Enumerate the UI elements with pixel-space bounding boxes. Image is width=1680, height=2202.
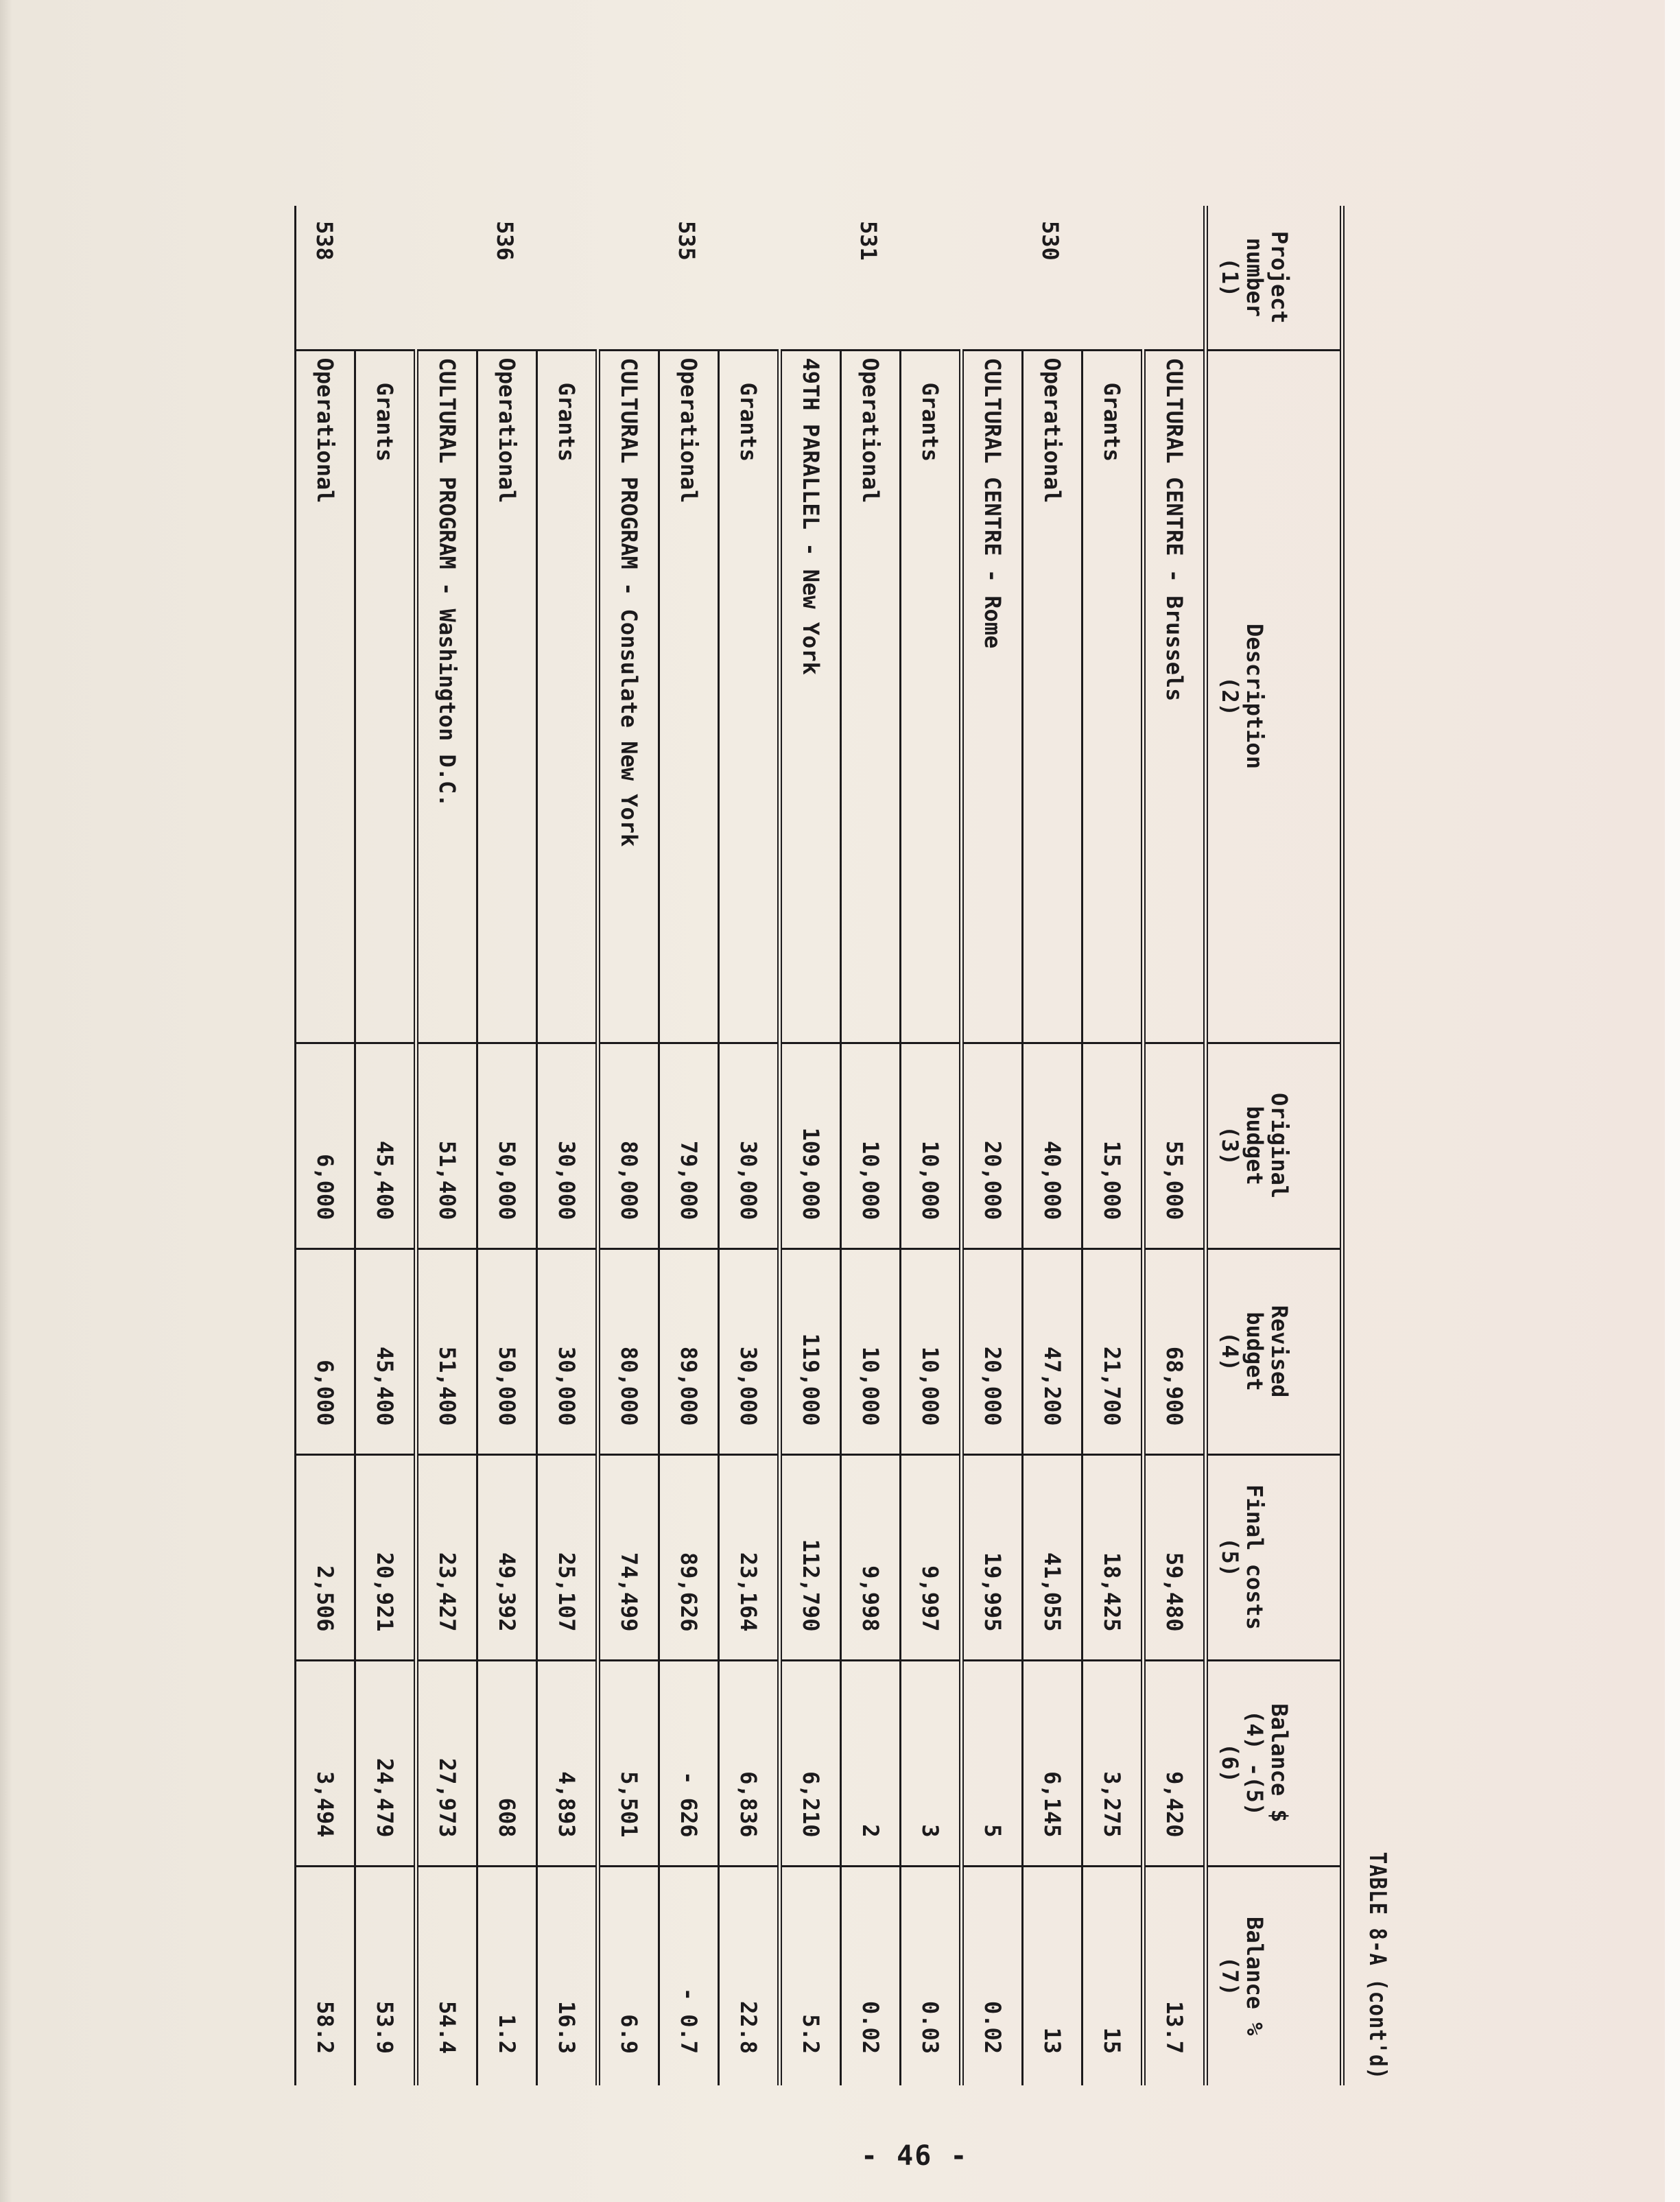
balance-percent-cell: 15 — [1082, 1866, 1144, 2085]
description-cell: Grants — [537, 350, 598, 1043]
balance-dollars-cell: 2 — [841, 1660, 901, 1866]
balance-percent-cell: 0.02 — [962, 1866, 1023, 2085]
table-row — [537, 206, 598, 2085]
final-costs-cell: 23,164 — [719, 1454, 780, 1660]
balance-dollars-cell: 9,420 — [1144, 1660, 1206, 1866]
description-cell: Operational — [477, 350, 537, 1043]
table-row — [841, 206, 901, 2085]
final-costs-cell: 9,998 — [841, 1454, 901, 1660]
final-costs-cell: 20,921 — [355, 1454, 416, 1660]
description-cell: Grants — [1082, 350, 1144, 1043]
revised-budget-cell: 45,400 — [355, 1248, 416, 1454]
final-costs-cell: 18,425 — [1082, 1454, 1144, 1660]
description-cell: CULTURAL PROGRAM - Washington D.C. — [416, 350, 477, 1043]
page-number: - 46 - — [861, 2140, 969, 2172]
revised-budget-cell: 47,200 — [1023, 1248, 1082, 1454]
original-budget-cell: 15,000 — [1082, 1043, 1144, 1248]
description-cell: Grants — [901, 350, 962, 1043]
revised-budget-cell: 119,000 — [780, 1248, 841, 1454]
original-budget-cell: 40,000 — [1023, 1043, 1082, 1248]
description-cell: CULTURAL PROGRAM - Consulate New York — [598, 350, 659, 1043]
balance-dollars-cell: 5 — [962, 1660, 1023, 1866]
description-cell: Grants — [719, 350, 780, 1043]
description-cell: Operational — [841, 350, 901, 1043]
original-budget-cell: 10,000 — [841, 1043, 901, 1248]
project-number: 531 — [855, 221, 882, 261]
balance-dollars-cell: 3,494 — [296, 1660, 355, 1866]
description-cell: Operational — [659, 350, 719, 1043]
table-row — [719, 206, 780, 2085]
budget-table — [294, 206, 1345, 2085]
balance-dollars-cell: 3 — [901, 1660, 962, 1866]
final-costs-cell: 49,392 — [477, 1454, 537, 1660]
description-cell: Operational — [1023, 350, 1082, 1043]
page-binding-shadow — [0, 0, 12, 2202]
table-row — [355, 206, 416, 2085]
original-budget-cell: 10,000 — [901, 1043, 962, 1248]
original-budget-cell: 20,000 — [962, 1043, 1023, 1248]
final-costs-cell: 89,626 — [659, 1454, 719, 1660]
table-title: TABLE 8-A (cont'd) — [1364, 1851, 1391, 2080]
table-row — [1023, 206, 1082, 2085]
table-row — [780, 206, 841, 2085]
project-number: 538 — [296, 206, 477, 350]
revised-budget-cell: 20,000 — [962, 1248, 1023, 1454]
final-costs-cell: 9,997 — [901, 1454, 962, 1660]
revised-budget-cell: 51,400 — [416, 1248, 477, 1454]
table-body — [296, 206, 1206, 2085]
final-costs-cell: 59,480 — [1144, 1454, 1206, 1660]
project-number: 536 — [492, 221, 519, 261]
header-project-number: Project number (1) — [1206, 206, 1342, 350]
revised-budget-cell: 50,000 — [477, 1248, 537, 1454]
balance-dollars-cell: 4,893 — [537, 1660, 598, 1866]
final-costs-cell: 112,790 — [780, 1454, 841, 1660]
balance-dollars-cell: 24,479 — [355, 1660, 416, 1866]
balance-dollars-cell: 3,275 — [1082, 1660, 1144, 1866]
final-costs-cell: 41,055 — [1023, 1454, 1082, 1660]
balance-percent-cell: 0.03 — [901, 1866, 962, 2085]
table-row — [659, 206, 719, 2085]
description-cell: 49TH PARALLEL - New York — [780, 350, 841, 1043]
original-budget-cell: 80,000 — [598, 1043, 659, 1248]
revised-budget-cell: 68,900 — [1144, 1248, 1206, 1454]
table-row — [477, 206, 537, 2085]
table-row — [416, 206, 477, 2085]
final-costs-cell: 23,427 — [416, 1454, 477, 1660]
header-final-costs: Final costs (5) — [1206, 1454, 1342, 1660]
original-budget-cell: 51,400 — [416, 1043, 477, 1248]
revised-budget-cell: 10,000 — [901, 1248, 962, 1454]
final-costs-cell: 2,506 — [296, 1454, 355, 1660]
balance-percent-cell: 53.9 — [355, 1866, 416, 2085]
header-original-budget: Original budget (3) — [1206, 1043, 1342, 1248]
description-cell: CULTURAL CENTRE - Rome — [962, 350, 1023, 1043]
original-budget-cell: 30,000 — [719, 1043, 780, 1248]
balance-percent-cell: 0.02 — [841, 1866, 901, 2085]
balance-percent-cell: 13 — [1023, 1866, 1082, 2085]
revised-budget-cell: 89,000 — [659, 1248, 719, 1454]
page-edge — [1665, 0, 1680, 2202]
revised-budget-cell: 21,700 — [1082, 1248, 1144, 1454]
balance-dollars-cell: 6,210 — [780, 1660, 841, 1866]
balance-percent-cell: 54.4 — [416, 1866, 477, 2085]
original-budget-cell: 55,000 — [1144, 1043, 1206, 1248]
balance-dollars-cell: - 626 — [659, 1660, 719, 1866]
balance-percent-cell: 1.2 — [477, 1866, 537, 2085]
balance-dollars-cell: 608 — [477, 1660, 537, 1866]
original-budget-cell: 6,000 — [296, 1043, 355, 1248]
final-costs-cell: 74,499 — [598, 1454, 659, 1660]
original-budget-cell: 50,000 — [477, 1043, 537, 1248]
header-balance-dollars: Balance $ (4) -(5) (6) — [1206, 1660, 1342, 1866]
balance-percent-cell: 16.3 — [537, 1866, 598, 2085]
description-cell: Grants — [355, 350, 416, 1043]
original-budget-cell: 30,000 — [537, 1043, 598, 1248]
header-balance-percent: Balance % (7) — [1206, 1866, 1342, 2085]
revised-budget-cell: 80,000 — [598, 1248, 659, 1454]
balance-dollars-cell: 6,145 — [1023, 1660, 1082, 1866]
revised-budget-cell: 30,000 — [719, 1248, 780, 1454]
table-row — [1144, 206, 1206, 2085]
table-row — [1082, 206, 1144, 2085]
original-budget-cell: 79,000 — [659, 1043, 719, 1248]
balance-percent-cell: 58.2 — [296, 1866, 355, 2085]
project-number: 530 — [1037, 221, 1064, 261]
revised-budget-cell: 6,000 — [296, 1248, 355, 1454]
table-row — [296, 206, 355, 2085]
balance-percent-cell: - 0.7 — [659, 1866, 719, 2085]
final-costs-cell: 19,995 — [962, 1454, 1023, 1660]
table-row — [901, 206, 962, 2085]
revised-budget-cell: 30,000 — [537, 1248, 598, 1454]
table-row — [598, 206, 659, 2085]
original-budget-cell: 109,000 — [780, 1043, 841, 1248]
project-number: 535 — [674, 221, 700, 261]
final-costs-cell: 25,107 — [537, 1454, 598, 1660]
rotated-table-block — [311, 206, 1399, 2085]
table-row — [962, 206, 1023, 2085]
balance-percent-cell: 6.9 — [598, 1866, 659, 2085]
header-description: Description (2) — [1206, 350, 1342, 1043]
balance-dollars-cell: 5,501 — [598, 1660, 659, 1866]
balance-percent-cell: 5.2 — [780, 1866, 841, 2085]
balance-percent-cell: 22.8 — [719, 1866, 780, 2085]
balance-percent-cell: 13.7 — [1144, 1866, 1206, 2085]
balance-dollars-cell: 27,973 — [416, 1660, 477, 1866]
header-row — [1206, 206, 1342, 2085]
revised-budget-cell: 10,000 — [841, 1248, 901, 1454]
balance-dollars-cell: 6,836 — [719, 1660, 780, 1866]
header-revised-budget: Revised budget (4) — [1206, 1248, 1342, 1454]
description-cell: Operational — [296, 350, 355, 1043]
description-cell: CULTURAL CENTRE - Brussels — [1144, 350, 1206, 1043]
original-budget-cell: 45,400 — [355, 1043, 416, 1248]
